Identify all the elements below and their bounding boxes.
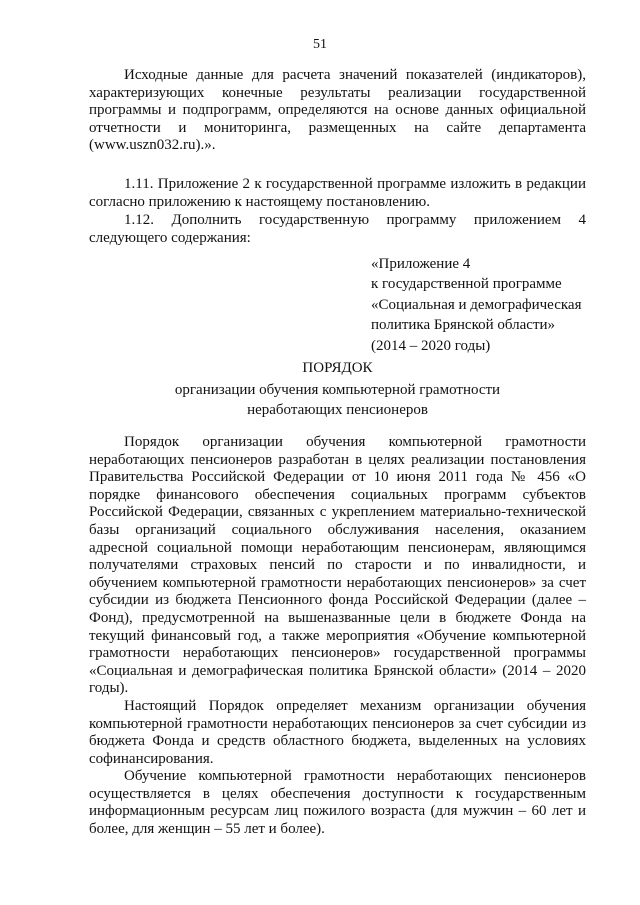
- annex-header-line: «Социальная и демографическая: [371, 296, 582, 313]
- body-paragraph: Настоящий Порядок определяет механизм организации обучения компьютерной грамотности неработающих пенсионеров за счет субсидии из бюджета Фонда и средств областного бюджета, выделенных на условиях софинансирования.: [89, 697, 586, 767]
- page-number: 51: [313, 37, 327, 52]
- document-subtitle-line: неработающих пенсионеров: [247, 402, 428, 418]
- item-1-12: 1.12. Дополнить государственную программу приложением 4 следующего содержания:: [89, 212, 586, 246]
- annex-header-line: политика Брянской области»: [371, 317, 556, 334]
- intro-section: [89, 67, 586, 155]
- annex-header: [371, 254, 601, 356]
- document-title: ПОРЯДОК: [302, 360, 373, 376]
- document-subtitle-line: организации обучения компьютерной грамотности: [174, 382, 501, 398]
- body-paragraph: Обучение компьютерной грамотности неработающих пенсионеров осуществляется в целях обеспечения доступности к государственным информационным ресурсам лиц пожилого возраста (для мужчин – 60 лет и более, для женщин – 55 лет и более).: [89, 768, 586, 838]
- amendment-items: [89, 176, 586, 248]
- body-section: [89, 434, 586, 839]
- intro-paragraph: Исходные данные для расчета значений показателей (индикаторов), характеризующих конечные результаты реализации государственной программы и подпрограмм, определяются на основе данных официальной отчетности и мониторинга, размещенных на сайте департамента (www.uszn032.ru).».: [89, 67, 586, 154]
- annex-header-line: к государственной программе: [371, 276, 562, 293]
- body-paragraph: Порядок организации обучения компьютерной грамотности неработающих пенсионеров разработан в целях реализации постановления Правительства Российской Федерации от 10 июня 2011 года № 456 «О порядке финансового обеспечения социальных программ субъектов Российской Федерации, связанных с укреплением материально-технической базы организаций социального обслуживания населения, оказанием адресной социальной помощи неработающим пенсионерам, являющимся получателями страховых пенсий по старости и по инвалидности, и обучением компьютерной грамотности неработающих пенсионеров» за счет субсидии из бюджета Пенсионного фонда Российской Федерации (далее – Фонд), предусмотренной на вышеназванные цели в бюджете Фонда на текущий финансовый год, а также мероприятия «Обучение компьютерной грамотности неработающих пенсионеров» государственной программы «Социальная и демографическая политика Брянской области» (2014 – 2020 годы).: [89, 434, 586, 697]
- item-1-11: 1.11. Приложение 2 к государственной программе изложить в редакции согласно приложению к настоящему постановлению.: [89, 176, 586, 210]
- annex-header-line: (2014 – 2020 годы): [371, 337, 491, 354]
- annex-header-line: «Приложение 4: [371, 256, 471, 272]
